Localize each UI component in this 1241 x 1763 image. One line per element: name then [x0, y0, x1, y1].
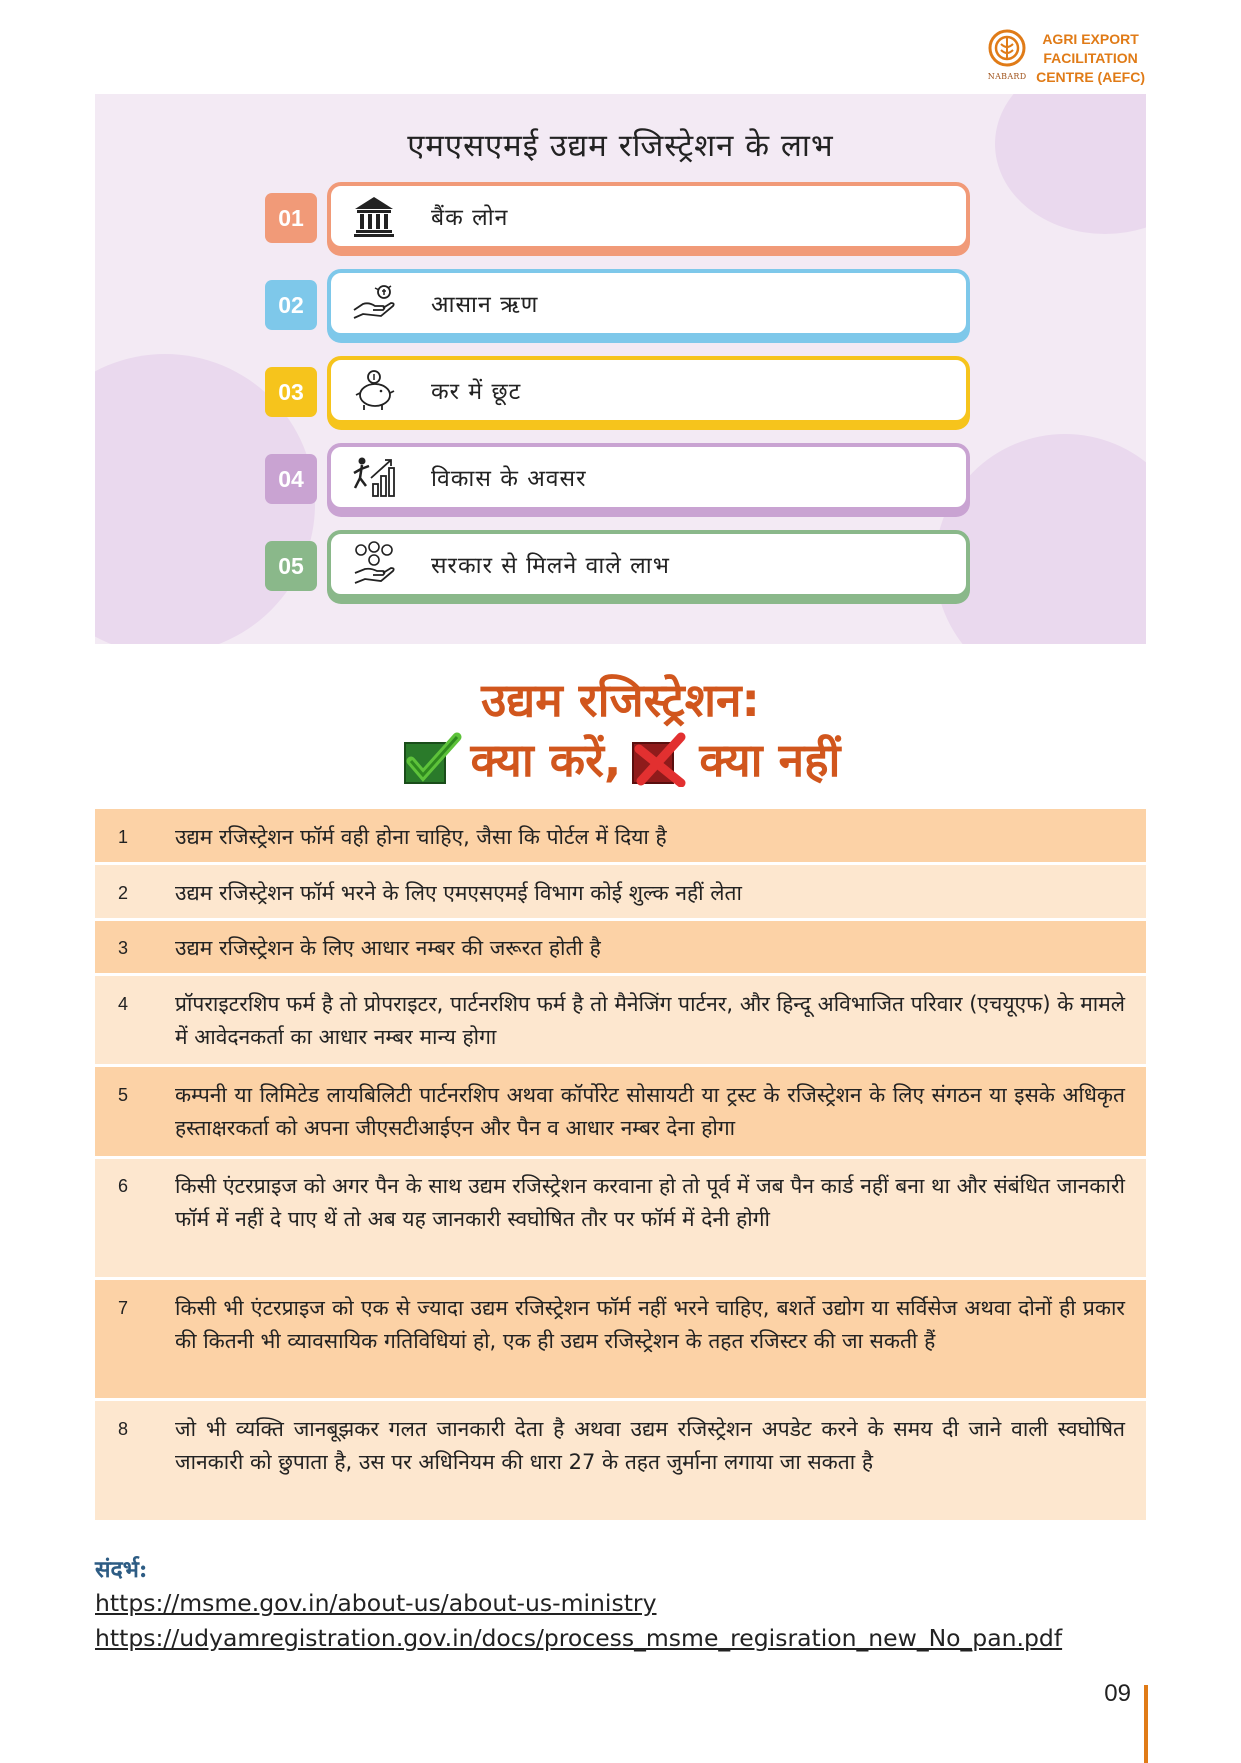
row-text: किसी एंटरप्राइज को अगर पैन के साथ उद्यम रजिस्ट्रेशन करवाना हो तो पूर्व में जब पैन कार्ड नहीं बना था और संबंधित जानकारी फॉर्म में नहीं दे पाए थें तो अब यह जानकारी स्वघोषित तौर पर फॉर्म में देनी होगी [175, 1174, 1125, 1231]
benefits-title: एमएसएमई उद्यम रजिस्ट्रेशन के लाभ [407, 128, 834, 164]
nabard-emblem-icon [987, 26, 1027, 70]
table-row [95, 809, 1146, 865]
row-text: प्रॉपराइटरशिप फर्म है तो प्रोपराइटर, पार्टनरशिप फर्म है तो मैनेजिंग पार्टनर, और हिन्दू अविभाजित परिवार (एचयूएफ) के मामले में आवेदनकर्ता का आधार नम्बर मान्य होगा [175, 992, 1125, 1049]
row-number: 7 [118, 1298, 129, 1318]
table-row [95, 1067, 1146, 1159]
row-text: कम्पनी या लिमिटेड लायबिलिटी पार्टनरशिप अथवा कॉर्पोरेट सोसायटी या ट्रस्ट के रजिस्ट्रेशन के लिए संगठन या इसके अधिकृत हस्ताक्षरकर्ता को अपना जीएसटीआईएन और पैन व आधार नम्बर देना होगा [175, 1083, 1125, 1140]
benefit-card [327, 356, 970, 424]
bank-icon [351, 193, 397, 239]
benefit-card [327, 182, 970, 250]
page-number: 09 [1104, 1680, 1131, 1707]
row-number: 2 [118, 883, 129, 903]
benefit-card [327, 530, 970, 598]
row-number: 8 [118, 1419, 129, 1439]
row-text: उद्यम रजिस्ट्रेशन फॉर्म भरने के लिए एमएसएमई विभाग कोई शुल्क नहीं लेता [175, 881, 742, 905]
table-row [95, 976, 1146, 1067]
page-accent-bar [1144, 1685, 1148, 1763]
benefit-number: 02 [265, 280, 317, 330]
benefit-number: 05 [265, 541, 317, 591]
references-heading: संदर्भ: [95, 1556, 148, 1583]
logo-sub: NABARD [987, 72, 1027, 81]
benefit-card [327, 269, 970, 337]
nabard-emblem [984, 26, 1030, 82]
benefit-number: 04 [265, 454, 317, 504]
benefit-card [327, 443, 970, 511]
benefit-number: 03 [265, 367, 317, 417]
hand-benefits-icon [351, 541, 397, 587]
row-number: 3 [118, 938, 129, 958]
benefit-label: बैंक लोन [431, 205, 509, 231]
benefit-label: विकास के अवसर [431, 466, 587, 492]
row-number: 4 [118, 994, 129, 1014]
row-text: उद्यम रजिस्ट्रेशन के लिए आधार नम्बर की जरूरत होती है [175, 936, 601, 960]
row-text: उद्यम रजिस्ट्रेशन फॉर्म वही होना चाहिए, जैसा कि पोर्टल में दिया है [175, 825, 667, 849]
dos-donts-title: उद्यम रजिस्ट्रेशन: [481, 673, 760, 727]
dont-label: क्या नहीं [699, 733, 841, 787]
growth-chart-icon [351, 454, 397, 500]
piggy-bank-icon [351, 367, 397, 413]
benefit-row [265, 443, 970, 513]
table-row [95, 1280, 1146, 1401]
benefit-label: सरकार से मिलने वाले लाभ [431, 553, 670, 579]
reference-link[interactable]: https://udyamregistration.gov.in/docs/process_msme_regisration_new_No_pan.pdf [95, 1624, 1063, 1652]
dos-donts-subtitle [0, 728, 1241, 790]
row-number: 6 [118, 1176, 129, 1196]
reference-link[interactable]: https://msme.gov.in/about-us/about-us-ministry [95, 1589, 657, 1617]
do-label: क्या करें, [470, 733, 622, 787]
table-row [95, 1401, 1146, 1520]
benefit-row [265, 182, 970, 252]
references [95, 1552, 1062, 1656]
benefit-number: 01 [265, 193, 317, 243]
benefit-label: कर में छूट [431, 379, 522, 405]
table-row [95, 865, 1146, 921]
table-row [95, 921, 1146, 976]
row-text: किसी भी एंटरप्राइज को एक से ज्यादा उद्यम रजिस्ट्रेशन फॉर्म नहीं भरने चाहिए, बशर्ते उद्योग या सर्विसेज अथवा दोनों ही प्रकार की कितनी भी व्यावसायिक गतिविधियां हो, एक ही उद्यम रजिस्ट्रेशन के तहत रजिस्टर की जा सकती हैं [175, 1296, 1125, 1353]
benefit-row [265, 269, 970, 339]
row-text: जो भी व्यक्ति जानबूझकर गलत जानकारी देता है अथवा उद्यम रजिस्ट्रेशन अपडेट करने के समय दी जाने वाली स्वघोषित जानकारी को छुपाता है, उस पर अधिनियम की धारा 27 के तहत जुर्माना लगाया जा सकता है [175, 1417, 1125, 1474]
aefc-logo [984, 26, 1145, 87]
hand-loan-icon [351, 280, 397, 326]
red-cross-icon [629, 731, 691, 787]
row-number: 5 [118, 1085, 129, 1105]
green-check-icon [401, 731, 463, 787]
benefit-row [265, 530, 970, 600]
benefits-panel [95, 94, 1146, 644]
dos-donts-table [95, 809, 1146, 1520]
benefit-row [265, 356, 970, 426]
row-number: 1 [118, 827, 129, 847]
table-row [95, 1159, 1146, 1280]
logo-text: AGRI EXPORT FACILITATION CENTRE (AEFC) [1036, 31, 1145, 85]
benefit-label: आसान ऋण [431, 292, 539, 318]
